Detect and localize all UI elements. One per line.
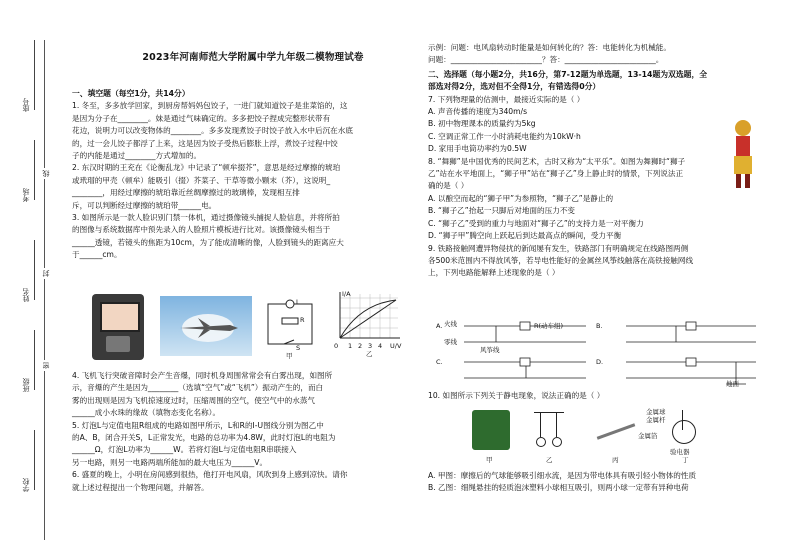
fig-bing: 丙: [612, 456, 619, 464]
example-line: 示例：问题：电风扇转动时能量是如何转化的？答：电能转化为机械能。: [428, 43, 671, 52]
kite-label: 风筝线: [480, 346, 500, 354]
fig-jia: 甲: [486, 456, 493, 464]
train-label: R(动车组): [534, 322, 564, 330]
circuit-c-label: C.: [436, 358, 443, 366]
section-1-heading: 一、填空题（每空1分，共14分）: [72, 89, 190, 98]
circuit-figure: [262, 296, 320, 360]
q-option: D. 家用手电筒功率约为0.5W: [428, 144, 527, 154]
circuit-a-label: A.: [436, 322, 443, 330]
q-line: 9. 铁路接触网遭异物侵扰的新闻屡有发生，铁路部门有明确规定在线路图两侧: [428, 243, 689, 253]
q-line: 花边，说明力可以改变物体的________。多多发现煮饺子时饺子放入水中后沉在水底: [72, 126, 353, 136]
q-line: 另一电路，则另一电路两端所能加的最大电压为______V。: [72, 457, 268, 467]
q-line: 或玳瑁的甲壳（顿牟）能吸引（掇）芥菜子、干草等微小颗末（芥），这说明_: [72, 175, 331, 185]
q-line: 斥，可以判断经过摩擦的琥珀带______电。: [72, 200, 217, 210]
left-column-lower: [72, 370, 414, 494]
q-line: ______透镜，若镜头的焦距为10cm，为了能成清晰的像，人脸到镜头的距离应大: [72, 237, 344, 247]
q-option: A. 以酿空而起的“狮子甲”为参照物，“狮子乙”是静止的: [428, 193, 614, 203]
face-terminal-icon: [100, 302, 140, 332]
metal-ball-label: 金属球: [646, 408, 666, 416]
gutter-sep-seal: 封: [40, 268, 52, 279]
q10-fig-balloon: [472, 410, 510, 450]
q-option: C. “狮子乙”受到的重力与地面对“狮子乙”的支持力是一对平衡力: [428, 218, 644, 228]
q10-heading-wrap: [428, 390, 778, 402]
gutter-label-seat: 座号: [22, 98, 30, 112]
gutter-blank-class: [34, 330, 35, 390]
gutter-blank-name: [34, 240, 35, 300]
iu-graph: [330, 290, 402, 360]
q-line: 6. 盛夏的晚上，小明在房间感到很热，他打开电风扇，风吹到身上感到凉快。请你: [72, 470, 348, 480]
gutter-blank-room: [34, 140, 35, 200]
tick-0: 0: [334, 342, 339, 350]
fig-label-jia: 甲: [286, 352, 293, 360]
q10-fig-electroscope: [664, 410, 704, 450]
lion-dance-icon: [726, 118, 760, 190]
q-option: D. “狮子甲”腾空向上跃起后到达最高点的瞬间，受力平衡: [428, 231, 622, 241]
section-2-heading-cont: 部选对得2分，选对但不全得1分，有错选得0分）: [428, 82, 601, 92]
jet-figure: [160, 296, 252, 356]
q-line: 的图像与系统数据库中预先录入的人脸照片模板进行比对。该摄像镜头相当于: [72, 225, 331, 235]
answer-line: 问题：________________________？答：________________________。: [428, 55, 664, 65]
q-line: 子的内能是通过________方式增加的。: [72, 151, 202, 161]
q-line: ________，用经过摩擦的琥珀靠近丝绸摩擦过的玻璃棒，发现相互排: [72, 188, 300, 198]
gutter-label-class: 班级: [22, 378, 30, 392]
q-line: 2. 东汉时期的王充在《论衡乱龙》中记录了“顿牟掇芥”，意思是经过摩擦的琥珀: [72, 163, 341, 173]
q-line: 的A、B，闭合开关S，L正常发光，电路的总功率为4.8W，此时灯泡L的电阻为: [72, 433, 336, 443]
q-option: B. 初中物理课本的质量约为5kg: [428, 119, 536, 129]
q10-fig-balls: [534, 412, 564, 447]
q-line: 8. “舞狮”是中国优秀的民间艺术，古时又称为“太平乐”。如图为舞狮时“狮子: [428, 156, 686, 166]
jet-icon: [160, 296, 252, 356]
gutter-label-room: 考场: [22, 188, 30, 202]
gutter-blank-school: [34, 430, 35, 490]
q-line: 雾的出现则是因为飞机掠速度过时，压缩周围的空气，使空气中的水蒸气: [72, 395, 315, 405]
q9-circuits: [436, 318, 766, 388]
q-line: ______成小水珠的缘故（填物态变化名称）。: [72, 408, 221, 418]
q-line: 的，过一会儿饺子都浮了上来，这是因为饺子受热后膨胀上浮，煮饺子过程中饺: [72, 138, 338, 148]
q-line: 就上述过程提出一个物理问题，并解答。: [72, 482, 209, 492]
q-line: ______Ω，灯泡L功率为______W。若将灯泡L与定值电阻R串联接入: [72, 445, 297, 455]
gutter-sep-secret: 密: [40, 360, 52, 371]
lion-dance-figure: [726, 118, 760, 190]
gutter-label-name: 姓名: [22, 288, 30, 302]
fig-ding: 丁: [682, 456, 689, 464]
q-line: 上，下列电路能解释上述现象的是（ ）: [428, 268, 560, 278]
q-line: 各500米范围内不得放风筝，若导电性能好的金属丝风筝线触落在高铁接触网线: [428, 255, 694, 265]
metal-foil-label: 金属箔: [638, 432, 658, 440]
q10-options: [428, 470, 778, 495]
q-line: 4. 飞机飞行突破音障时会产生音爆，同时机身周围常常会有白雾出现，如图所: [72, 371, 333, 380]
live-wire-label: 火线: [444, 320, 457, 328]
section-2-heading: 二、选择题（每小题2分，共16分，第7-12题为单选题，13-14题为双选题，全: [428, 69, 708, 79]
tick-3: 3: [368, 342, 373, 350]
q-option: B. 乙图：细绳悬挂的轻质泡沫塑料小球相互吸引，则两小球一定带有异种电荷: [428, 483, 689, 493]
axis-label-i: I/A: [342, 290, 351, 298]
exam-title: 2023年河南师范大学附属中学九年级二模物理试卷: [142, 52, 364, 63]
q10-stem: 10. 如图所示下列关于静电现象，说法正确的是（ ）: [428, 391, 605, 400]
q-line: 是因为分子在________。妹是通过气味确定的。多多把饺子捏成完整形状带有: [72, 113, 331, 123]
tick-1: 1: [348, 342, 353, 350]
q-line: 于______cm。: [72, 250, 122, 260]
fig-label-S: S: [296, 344, 301, 352]
fig-label-L: L: [296, 298, 300, 306]
lamp-icon: [286, 300, 294, 308]
fig-yi: 乙: [546, 456, 553, 464]
electroscope-label: 验电器: [670, 448, 690, 456]
fig-label-R: R: [300, 316, 305, 324]
q-line: 确的是（ ）: [428, 181, 469, 191]
left-column: [72, 88, 414, 262]
q-line: 示，音爆的产生是因为________（选填“空气”或“飞机”）振动产生的，而白: [72, 383, 324, 393]
binding-gutter: [0, 0, 58, 560]
fig-label-yi: 乙: [366, 350, 373, 358]
ground-label: 地面: [726, 380, 739, 388]
q-line: 1. 冬至，多多放学回家，到厨房帮妈妈包饺子，一进门就知道饺子是韭菜馅的，这: [72, 101, 348, 111]
face-terminal-figure: [92, 294, 144, 360]
neutral-wire-label: 零线: [444, 338, 457, 346]
circuit-d-label: D.: [596, 358, 604, 366]
q-option: C. 空调正常工作一小时消耗电能约为10kW·h: [428, 131, 581, 141]
tick-2: 2: [358, 342, 363, 350]
q-line: 乙”站在水平地面上，“狮子甲”站在“狮子乙”身上静止时的情景，下列说法正: [428, 169, 684, 179]
q-line: 5. 灯泡L与定值电阻R组成的电路如图甲所示，L和R的I-U图线分别为图乙中: [72, 420, 324, 430]
tick-4: 4: [378, 342, 383, 350]
gutter-blank-seat: [34, 40, 35, 110]
q-option: B. “狮子乙”抬起一只脚后对地面的压力不变: [428, 206, 575, 216]
binding-line: [44, 40, 45, 540]
q10-fig-rod: [592, 420, 638, 442]
q-line: 3. 如图所示是一款人脸识别门禁一体机，通过摄像镜头捕捉人脸信息，并将所拍: [72, 213, 340, 223]
gutter-sep-line: 线: [40, 168, 52, 179]
axis-label-u: U/V: [390, 342, 402, 350]
gutter-label-school: 学校: [22, 478, 30, 492]
q-line: 7. 下列物理量的估测中，最接近实际的是（ ）: [428, 94, 585, 104]
metal-rod-label: 金属杆: [646, 416, 666, 424]
keypad: [106, 336, 130, 352]
q10-figures: [468, 406, 728, 462]
q-option: A. 甲图：摩擦后的气球能够吸引细水流，是因为带电体具有吸引轻小物体的性质: [428, 471, 697, 480]
circuit-b-label: B.: [596, 322, 603, 330]
q-option: A. 声音传播的速度为340m/s: [428, 107, 528, 117]
